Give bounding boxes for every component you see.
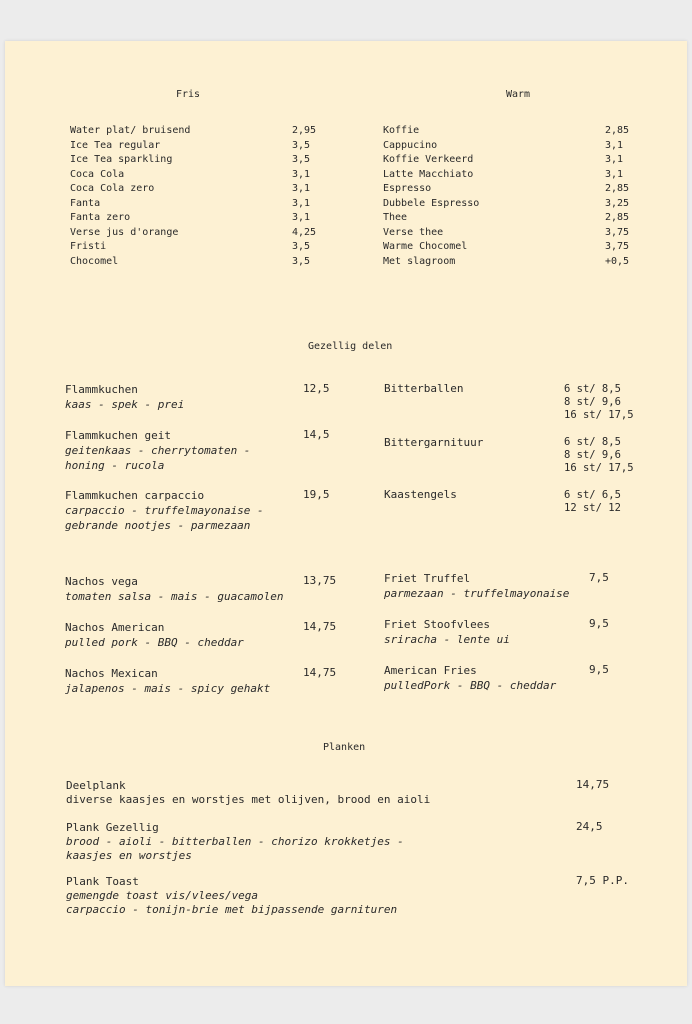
drink-price: 3,1	[292, 212, 311, 223]
item-description: carpaccio - tonijn-brie met bijpassende garnituren	[66, 903, 398, 916]
drink-price: 2,85	[605, 212, 630, 223]
drink-name: Coca Cola	[70, 168, 125, 180]
drink-name: Koffie Verkeerd	[383, 154, 474, 165]
drink-name: Fristi	[70, 241, 107, 252]
drink-name: Water plat/ bruisend	[70, 125, 191, 136]
drink-name: Dubbele Espresso	[383, 197, 480, 209]
drink-row	[70, 168, 320, 183]
item-name: Deelplank	[66, 779, 126, 792]
drink-row	[383, 226, 633, 241]
item-description: jalapenos - mais - spicy gehakt	[65, 682, 271, 695]
drink-name: Thee	[383, 212, 408, 223]
item-price: 19,5	[303, 488, 330, 501]
drink-price: +0,5	[605, 255, 630, 267]
item-description: carpaccio - truffelmayonaise -	[65, 504, 264, 517]
item-name: Flammkuchen carpaccio	[65, 489, 205, 502]
menu-item	[384, 617, 510, 647]
item-name: Friet Truffel	[384, 572, 471, 585]
menu-item	[65, 574, 284, 604]
item-description: diverse kaasjes en worstjes met olijven, brood en aioli	[66, 793, 431, 806]
item-price: 8 st/ 9,6	[564, 396, 621, 408]
drink-price: 2,85	[605, 183, 630, 194]
item-prices	[564, 383, 634, 422]
drink-row	[383, 197, 633, 212]
item-price: 7,5	[589, 571, 609, 584]
drink-row	[383, 182, 633, 197]
warm-heading: Warm	[506, 89, 531, 100]
drink-price: 3,5	[292, 241, 311, 252]
menu-item	[65, 488, 264, 533]
item-description: gemengde toast vis/vlees/vega	[66, 889, 259, 902]
drink-price: 2,85	[605, 125, 630, 136]
drink-price: 3,75	[605, 226, 630, 238]
drink-row	[70, 139, 320, 154]
item-name: American Fries	[384, 664, 477, 677]
drink-name: Coca Cola zero	[70, 183, 155, 194]
drink-row	[70, 182, 320, 197]
drink-price: 3,1	[605, 154, 624, 165]
drink-row	[70, 226, 320, 241]
drink-row	[70, 240, 320, 255]
drink-row	[70, 211, 320, 226]
drink-name: Fanta zero	[70, 212, 131, 223]
item-prices	[564, 436, 634, 475]
drink-price: 3,1	[292, 168, 311, 180]
item-price: 14,75	[576, 778, 610, 791]
item-name: Friet Stoofvlees	[384, 618, 490, 631]
drink-name: Latte Macchiato	[383, 168, 474, 180]
item-description: pulledPork - BBQ - cheddar	[384, 679, 557, 692]
menu-item	[65, 620, 244, 650]
warm-list	[383, 124, 633, 269]
drink-row	[70, 255, 320, 270]
item-name: Plank Toast	[66, 875, 139, 888]
item-price: 14,5	[303, 428, 330, 441]
item-name: Bitterballen	[384, 382, 464, 395]
item-price: 8 st/ 9,6	[564, 449, 621, 461]
drink-row	[70, 197, 320, 212]
item-description: sriracha - lente ui	[384, 633, 510, 646]
item-price: 14,75	[303, 666, 337, 679]
drink-name: Met slagroom	[383, 255, 456, 267]
drink-name: Warme Chocomel	[383, 241, 468, 252]
item-price: 7,5 P.P.	[576, 874, 629, 887]
item-price: 12,5	[303, 382, 330, 395]
drink-name: Ice Tea regular	[70, 139, 161, 151]
menu-item	[65, 428, 250, 473]
item-price: 6 st/ 8,5	[564, 436, 621, 448]
drink-row	[383, 153, 633, 168]
item-name: Kaastengels	[384, 488, 457, 501]
drink-name: Koffie	[383, 125, 420, 136]
drink-price: 3,5	[292, 255, 311, 267]
drink-price: 4,25	[292, 226, 317, 238]
item-price: 9,5	[589, 617, 609, 630]
item-description: gebrande nootjes - parmezaan	[65, 519, 251, 532]
item-name: Flammkuchen	[65, 383, 138, 396]
drink-price: 3,25	[605, 197, 630, 209]
item-name: Nachos American	[65, 621, 165, 634]
item-name: Bittergarnituur	[384, 436, 484, 449]
drink-row	[383, 139, 633, 154]
drink-name: Chocomel	[70, 255, 119, 267]
menu-item	[66, 874, 397, 917]
drink-row	[383, 255, 633, 270]
menu-item	[384, 663, 556, 693]
drink-row	[383, 240, 633, 255]
drink-price: 3,1	[605, 168, 624, 180]
drink-name: Fanta	[70, 197, 101, 209]
item-price: 24,5	[576, 820, 603, 833]
item-price: 13,75	[303, 574, 337, 587]
item-description: tomaten salsa - mais - guacamolen	[65, 590, 284, 603]
menu-item	[65, 382, 184, 412]
drink-price: 3,1	[605, 139, 624, 151]
drink-row	[383, 124, 633, 139]
item-name: Plank Gezellig	[66, 821, 159, 834]
drink-row	[383, 168, 633, 183]
item-description: kaas - spek - prei	[65, 398, 185, 411]
drink-name: Verse jus d'orange	[70, 226, 179, 238]
planken-heading: Planken	[323, 742, 366, 753]
drink-name: Ice Tea sparkling	[70, 154, 173, 165]
item-price: 16 st/ 17,5	[564, 462, 634, 474]
item-price: 16 st/ 17,5	[564, 409, 634, 421]
menu-item	[66, 820, 404, 863]
drink-price: 3,5	[292, 139, 311, 151]
menu-item	[65, 666, 270, 696]
item-description: pulled pork - BBQ - cheddar	[65, 636, 244, 649]
item-description: parmezaan - truffelmayonaise	[384, 587, 570, 600]
drink-price: 3,1	[292, 183, 311, 194]
drink-price: 3,5	[292, 154, 311, 165]
item-price: 14,75	[303, 620, 337, 633]
item-price: 12 st/ 12	[564, 502, 621, 514]
drink-price: 3,1	[292, 197, 311, 209]
item-description: honing - rucola	[65, 459, 165, 472]
fris-heading: Fris	[176, 89, 201, 100]
menu-item	[384, 571, 569, 601]
drink-price: 2,95	[292, 125, 317, 136]
item-description: brood - aioli - bitterballen - chorizo krokketjes -	[66, 835, 404, 848]
item-name: Nachos vega	[65, 575, 138, 588]
drink-name: Verse thee	[383, 226, 444, 238]
item-price: 6 st/ 6,5	[564, 489, 621, 501]
drink-name: Cappucino	[383, 139, 438, 151]
menu-item	[66, 778, 430, 807]
item-name: Flammkuchen geit	[65, 429, 171, 442]
drink-row	[70, 153, 320, 168]
drink-row	[383, 211, 633, 226]
item-description: kaasjes en worstjes	[66, 849, 192, 862]
drink-row	[70, 124, 320, 139]
item-description: geitenkaas - cherrytomaten -	[65, 444, 251, 457]
drink-price: 3,75	[605, 241, 630, 252]
fris-list	[70, 124, 320, 269]
item-name: Nachos Mexican	[65, 667, 158, 680]
gezellig-heading: Gezellig delen	[308, 341, 393, 352]
item-prices	[564, 489, 621, 515]
drink-name: Espresso	[383, 183, 432, 194]
item-price: 9,5	[589, 663, 609, 676]
item-price: 6 st/ 8,5	[564, 383, 621, 395]
